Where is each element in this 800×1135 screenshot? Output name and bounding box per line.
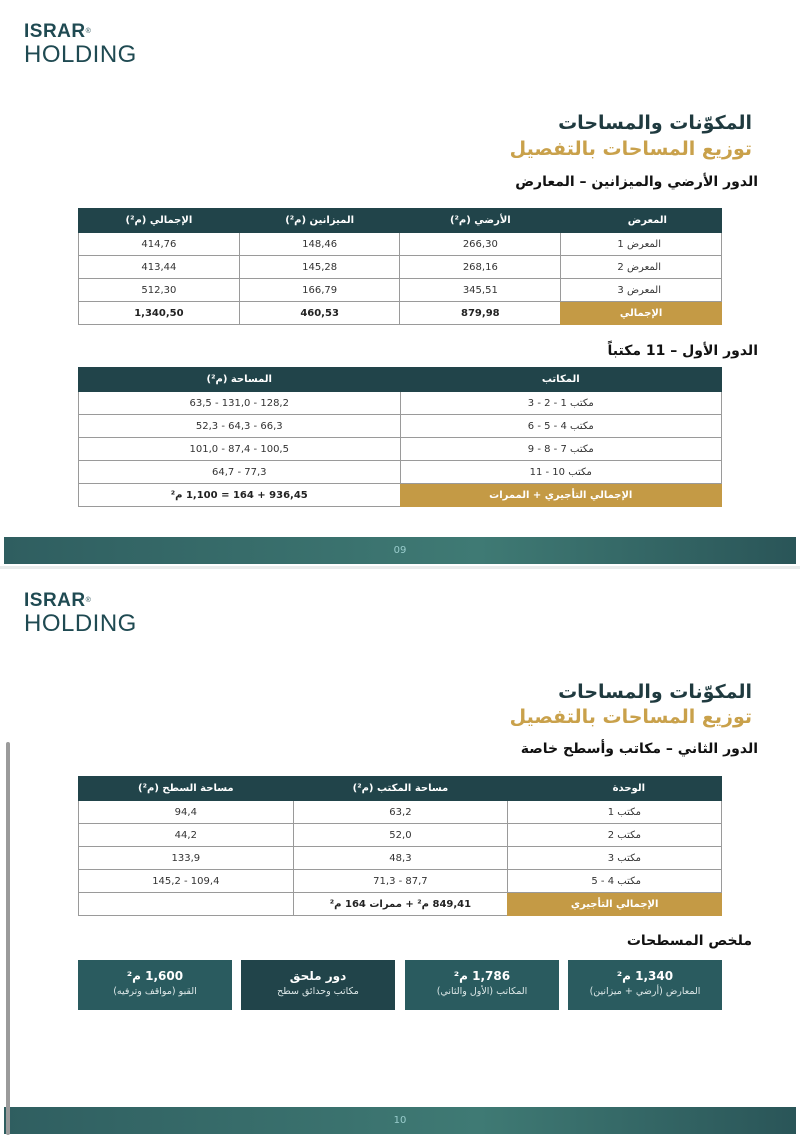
table-cell: المعرض 3	[561, 279, 722, 302]
table-cell: 63,2	[293, 801, 508, 824]
card-label: القبو (مواقف وترفيه)	[113, 986, 197, 997]
column-header: مساحة المكتب (م²)	[293, 777, 508, 801]
total-label-cell: الإجمالي التأجيري + الممرات	[400, 484, 722, 507]
card-label: المكاتب (الأول والثاني)	[436, 986, 528, 997]
table-header-row	[79, 777, 722, 801]
total-cell: 1,340,50	[79, 302, 240, 325]
table-header-row	[79, 209, 722, 233]
section-heading-ground-floor: الدور الأرضي والميزانين – المعارض	[515, 174, 758, 190]
section-heading-second-floor: الدور الثاني – مكاتب وأسطح خاصة	[520, 741, 758, 757]
table-cell: 100,5 - 87,4 - 101,0	[79, 438, 401, 461]
page-09	[0, 0, 800, 566]
summary-card-offices	[405, 960, 559, 1010]
table-cell: المعرض 2	[561, 256, 722, 279]
column-header: الأرضي (م²)	[400, 209, 561, 233]
summary-card-basement	[78, 960, 232, 1010]
logo-division: HOLDING	[24, 610, 137, 637]
card-label: مكاتب وحدائق سطح	[277, 986, 359, 997]
card-value: 1,786 م²	[453, 969, 511, 983]
column-header: المعرض	[561, 209, 722, 233]
table-header-row	[79, 368, 722, 392]
card-value: 1,340 م²	[616, 969, 674, 983]
total-label-cell: الإجمالي	[561, 302, 722, 325]
table-cell: 414,76	[79, 233, 240, 256]
table-row	[79, 461, 722, 484]
logo-trademark: ®	[85, 28, 92, 35]
section-heading-first-floor: الدور الأول – 11 مكتباً	[607, 343, 758, 359]
page-subtitle: توزيع المساحات بالتفصيل	[509, 706, 752, 728]
second-floor-table	[78, 776, 722, 916]
table-cell: 268,16	[400, 256, 561, 279]
page-number: 09	[393, 545, 407, 556]
table-cell: مكتب 10 - 11	[400, 461, 722, 484]
table-row	[79, 415, 722, 438]
total-cell: 879,98	[400, 302, 561, 325]
table-cell: 266,30	[400, 233, 561, 256]
column-header: الميزانين (م²)	[239, 209, 400, 233]
table-row	[79, 279, 722, 302]
company-logo	[24, 22, 137, 68]
card-value: 1,600 م²	[126, 969, 184, 983]
table-cell: مكتب 1 - 2 - 3	[400, 392, 722, 415]
table-cell: 133,9	[79, 847, 294, 870]
table-cell: 413,44	[79, 256, 240, 279]
column-header: المكاتب	[400, 368, 722, 392]
table-total-row	[79, 893, 722, 916]
table-cell: مكتب 4 - 5	[508, 870, 722, 893]
table-cell: 128,2 - 131,0 - 63,5	[79, 392, 401, 415]
total-label-cell: الإجمالي التأجيري	[508, 893, 722, 916]
table-row	[79, 256, 722, 279]
table-row	[79, 233, 722, 256]
summary-card-showrooms	[568, 960, 722, 1010]
page-number: 10	[393, 1115, 407, 1126]
total-cell: 460,53	[239, 302, 400, 325]
table-row	[79, 870, 722, 893]
table-row	[79, 801, 722, 824]
page-title: المكوّنات والمساحات	[558, 681, 752, 703]
table-row	[79, 847, 722, 870]
table-cell: 512,30	[79, 279, 240, 302]
summary-card-annex	[241, 960, 395, 1010]
logo-division: HOLDING	[24, 41, 137, 68]
table-cell: 148,46	[239, 233, 400, 256]
total-cell	[79, 893, 294, 916]
table-cell: 166,79	[239, 279, 400, 302]
card-value: دور ملحق	[289, 969, 347, 983]
page-footer	[4, 1107, 796, 1134]
total-cell: 849,41 م² + ممرات 164 م²	[293, 893, 508, 916]
table-cell: 109,4 - 145,2	[79, 870, 294, 893]
column-header: الإجمالي (م²)	[79, 209, 240, 233]
total-cell: 936,45 + 164 = 1,100 م²	[79, 484, 401, 507]
page-10	[0, 569, 800, 1135]
table-cell: 77,3 - 64,7	[79, 461, 401, 484]
showrooms-table	[78, 208, 722, 325]
table-row	[79, 392, 722, 415]
table-cell: 345,51	[400, 279, 561, 302]
table-row	[79, 824, 722, 847]
company-logo	[24, 591, 137, 637]
table-cell: 44,2	[79, 824, 294, 847]
table-cell: 52,0	[293, 824, 508, 847]
vertical-scrollbar[interactable]	[6, 742, 10, 1135]
table-cell: مكتب 4 - 5 - 6	[400, 415, 722, 438]
page-footer	[4, 537, 796, 564]
table-cell: 66,3 - 64,3 - 52,3	[79, 415, 401, 438]
column-header: الوحدة	[508, 777, 722, 801]
table-cell: مكتب 2	[508, 824, 722, 847]
table-row	[79, 438, 722, 461]
summary-heading: ملخص المسطحات	[626, 933, 752, 949]
column-header: المساحة (م²)	[79, 368, 401, 392]
column-header: مساحة السطح (م²)	[79, 777, 294, 801]
table-cell: 87,7 - 71,3	[293, 870, 508, 893]
table-total-row	[79, 484, 722, 507]
card-label: المعارض (أرضي + ميزانين)	[589, 986, 701, 997]
table-cell: مكتب 3	[508, 847, 722, 870]
table-cell: 94,4	[79, 801, 294, 824]
table-cell: المعرض 1	[561, 233, 722, 256]
logo-brand: ISRAR	[24, 590, 86, 611]
table-cell: 48,3	[293, 847, 508, 870]
first-floor-offices-table	[78, 367, 722, 507]
logo-trademark: ®	[85, 597, 92, 604]
table-cell: مكتب 1	[508, 801, 722, 824]
table-cell: مكتب 7 - 8 - 9	[400, 438, 722, 461]
table-total-row	[79, 302, 722, 325]
page-subtitle: توزيع المساحات بالتفصيل	[509, 138, 752, 160]
logo-brand: ISRAR	[24, 21, 86, 42]
table-cell: 145,28	[239, 256, 400, 279]
page-title: المكوّنات والمساحات	[558, 112, 752, 134]
